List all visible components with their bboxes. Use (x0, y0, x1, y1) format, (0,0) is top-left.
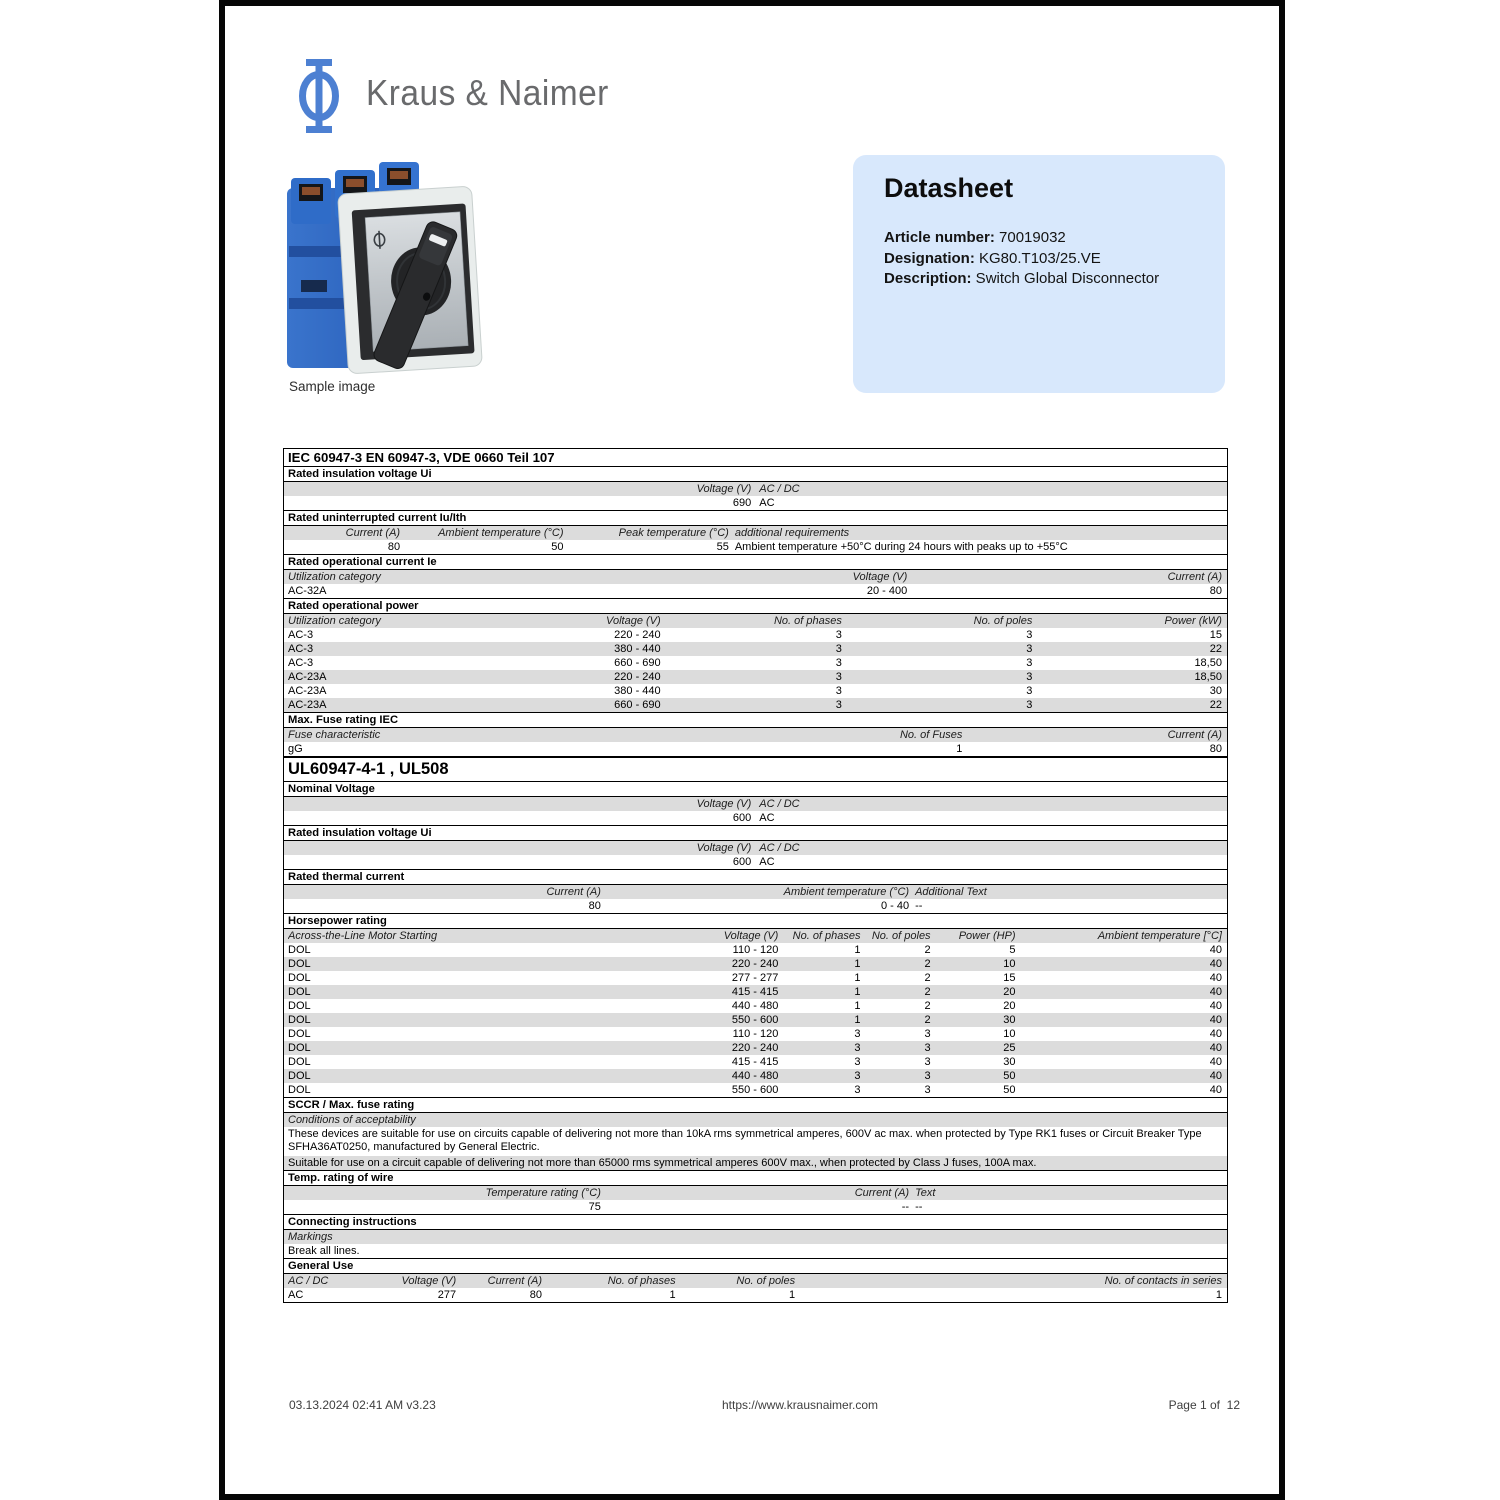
table-header-row (284, 929, 1227, 943)
cell: No. of phases (607, 1274, 676, 1287)
cell: Voltage (V) (696, 483, 752, 495)
cell: AC-23A (288, 685, 327, 697)
cell: 18,50 (1194, 671, 1222, 683)
datasheet-title: Datasheet (884, 173, 1014, 203)
table-heading: Rated uninterrupted current Iu/Ith (284, 510, 1227, 526)
cell: gG (288, 743, 303, 755)
cell: 30 (1003, 1014, 1016, 1026)
cell: 3 (924, 1042, 931, 1054)
cell: 3 (924, 1056, 931, 1068)
cell: 3 (835, 657, 842, 669)
cell: No. of phases (773, 615, 842, 627)
table-header-row (284, 1186, 1227, 1200)
cell: Ambient temperature (°C) (438, 527, 564, 539)
cell: 660 - 690 (614, 699, 661, 711)
table-row (284, 855, 1227, 869)
table-text-row: Suitable for use on a circuit capable of delivering not more than 65000 rms symmetrical amperes 600V max., when protected by Class J fuses, 100A max. (284, 1156, 1227, 1170)
cell: DOL (288, 958, 311, 970)
card-field: Article number: 70019032 (884, 229, 1066, 246)
table-row (284, 1200, 1227, 1214)
table-header-row (284, 482, 1227, 496)
cell: 2 (924, 972, 931, 984)
cell: DOL (288, 1084, 311, 1096)
cell: No. of poles (973, 615, 1033, 627)
card-field: Description: Switch Global Disconnector (884, 270, 1160, 287)
cell: AC (759, 856, 775, 868)
cell: 20 - 400 (866, 585, 908, 597)
table-header-row (284, 526, 1227, 540)
cell: AC (288, 1288, 304, 1301)
table-header-row (284, 797, 1227, 811)
table-row (284, 584, 1227, 598)
cell: 660 - 690 (614, 657, 661, 669)
cell: 3 (924, 1070, 931, 1082)
table-row (284, 742, 1227, 756)
cell: DOL (288, 1042, 311, 1054)
footer-date-version: 03.13.2024 02:41 AM v3.23 (289, 1398, 436, 1412)
cell: DOL (288, 944, 311, 956)
cell: 40 (1209, 958, 1222, 970)
cell: 3 (1026, 643, 1033, 655)
cell: AC / DC (759, 483, 800, 495)
table-section-title: UL60947-4-1 , UL508 (284, 756, 1227, 782)
cell: 80 (1209, 585, 1222, 597)
footer-url: https://www.krausnaimer.com (722, 1398, 879, 1412)
cell: 1 (854, 1000, 861, 1012)
table-row (284, 971, 1227, 985)
cell: AC / DC (288, 1274, 329, 1287)
table-text-row: Conditions of acceptability (284, 1113, 1227, 1127)
cell: 380 - 440 (614, 685, 661, 697)
cell: Voltage (V) (606, 615, 661, 627)
table-header-row (284, 614, 1227, 628)
cell: 40 (1209, 944, 1222, 956)
cell: 3 (1026, 671, 1033, 683)
cell: 220 - 240 (731, 1042, 779, 1054)
cell: Utilization category (288, 615, 381, 627)
table-row (284, 957, 1227, 971)
cell: 15 (1003, 972, 1016, 984)
table-row (284, 1027, 1227, 1041)
cell: 1 (854, 944, 861, 956)
cell: 440 - 480 (731, 1000, 779, 1012)
cell: 40 (1209, 1070, 1222, 1082)
table-header-row (284, 728, 1227, 742)
cell: 40 (1209, 972, 1222, 984)
cell: DOL (288, 1028, 311, 1040)
table-row (284, 642, 1227, 656)
cell: DOL (288, 1014, 311, 1026)
cell: Additional Text (915, 886, 987, 898)
cell: 0 - 40 (880, 900, 910, 912)
cell: 80 (387, 541, 401, 553)
cell: 1 (956, 743, 963, 755)
cell: 3 (835, 643, 842, 655)
sample-image-caption: Sample image (289, 379, 376, 394)
cell: Peak temperature (°C) (618, 527, 729, 539)
cell: 3 (1026, 657, 1033, 669)
cell: Voltage (V) (723, 930, 779, 942)
cell: 80 (1209, 743, 1222, 755)
cell: 3 (1026, 629, 1033, 641)
cell: 277 - 277 (731, 972, 779, 984)
cell: 1 (1215, 1288, 1222, 1301)
cell: 30 (1003, 1056, 1016, 1068)
cell: DOL (288, 972, 311, 984)
cell: 380 - 440 (614, 643, 661, 655)
table-row (284, 684, 1227, 698)
table-row (284, 628, 1227, 642)
cell: No. of Fuses (899, 729, 963, 741)
cell: 220 - 240 (614, 671, 661, 683)
cell: 550 - 600 (731, 1014, 779, 1026)
cell: 2 (924, 944, 931, 956)
cell: additional requirements (734, 527, 850, 539)
table-heading: Max. Fuse rating IEC (284, 712, 1227, 728)
cell: 550 - 600 (731, 1084, 779, 1096)
datasheet-card (853, 155, 1225, 393)
cell: 2 (924, 1014, 931, 1026)
cell: Temperature rating (°C) (485, 1186, 601, 1199)
cell: AC (759, 812, 775, 824)
cell: No. of poles (871, 930, 931, 942)
cell: 1 (854, 972, 861, 984)
table-row (284, 496, 1227, 510)
table-row (284, 670, 1227, 684)
cell: 440 - 480 (731, 1070, 779, 1082)
table-row (284, 1055, 1227, 1069)
cell: -- (915, 1200, 923, 1213)
cell: AC (759, 497, 775, 509)
brand-name: Kraus & Naimer (366, 72, 609, 113)
cell: 80 (529, 1288, 543, 1301)
cell: DOL (288, 1070, 311, 1082)
table-heading: General Use (284, 1258, 1227, 1274)
cell: 5 (1009, 944, 1016, 956)
table-row (284, 540, 1227, 554)
cell: Current (A) (546, 886, 601, 898)
cell: Current (A) (1167, 571, 1222, 583)
cell: 3 (835, 671, 842, 683)
table-row (284, 656, 1227, 670)
cell: AC-3 (288, 657, 314, 669)
cell: 22 (1209, 699, 1222, 711)
cell: 3 (924, 1028, 931, 1040)
cell: 50 (1003, 1084, 1016, 1096)
cell: Ambient temperature [°C] (1097, 930, 1222, 942)
cell: 3 (854, 1084, 861, 1096)
cell: 600 (732, 812, 752, 824)
cell: 55 (716, 541, 729, 553)
cell: 75 (588, 1200, 601, 1213)
cell: 3 (924, 1084, 931, 1096)
cell: 690 (732, 497, 752, 509)
cell: 415 - 415 (731, 1056, 779, 1068)
table-heading: Rated operational power (284, 598, 1227, 614)
cell: 1 (854, 986, 861, 998)
cell: Power (kW) (1164, 615, 1222, 627)
cell: AC / DC (759, 798, 800, 810)
cell: 1 (854, 1014, 861, 1026)
cell: Voltage (V) (696, 798, 752, 810)
table-row (284, 1083, 1227, 1097)
table-row (284, 1069, 1227, 1083)
table-header-row (284, 570, 1227, 584)
cell: AC-23A (288, 671, 327, 683)
footer-page-number: Page 1 of 12 (1168, 1398, 1240, 1412)
cell: 1 (789, 1288, 796, 1301)
cell: 3 (835, 629, 842, 641)
cell: Ambient temperature (°C) (783, 886, 910, 898)
cell: DOL (288, 1056, 311, 1068)
table-heading: Rated insulation voltage Ui (284, 467, 1227, 482)
cell: 3 (835, 699, 842, 711)
cell: 40 (1209, 1056, 1222, 1068)
cell: DOL (288, 1000, 311, 1012)
table-text-row: Markings (284, 1230, 1227, 1244)
table-header-row (284, 1274, 1227, 1288)
cell: Current (A) (345, 527, 401, 539)
table-header-row (284, 841, 1227, 855)
table-heading: SCCR / Max. fuse rating (284, 1097, 1227, 1113)
card-field: Designation: KG80.T103/25.VE (884, 249, 1101, 267)
cell: Utilization category (288, 571, 381, 583)
cell: 80 (588, 900, 601, 912)
table-section-title: IEC 60947-3 EN 60947-3, VDE 0660 Teil 107 (284, 449, 1227, 467)
cell: No. of poles (736, 1274, 796, 1287)
table-header-row (284, 885, 1227, 899)
cell: 20 (1003, 986, 1016, 998)
cell: 220 - 240 (614, 629, 661, 641)
table-row (284, 811, 1227, 825)
cell: 20 (1003, 1000, 1016, 1012)
cell: 220 - 240 (731, 958, 779, 970)
table-row (284, 899, 1227, 913)
cell: Voltage (V) (852, 571, 908, 583)
table-text-row: These devices are suitable for use on circuits capable of delivering not more than 10kA rms symmetrical amperes, 600V ac max. when protected by Type RK1 fuses or Circuit Breaker Type SFHA36AT0250, manufactured by General Electric. (284, 1127, 1227, 1156)
table-row (284, 999, 1227, 1013)
cell: 2 (924, 1000, 931, 1012)
cell: AC-23A (288, 699, 327, 711)
cell: AC-3 (288, 643, 314, 655)
cell: 3 (854, 1042, 861, 1054)
cell: 50 (551, 541, 564, 553)
cell: 40 (1209, 1014, 1222, 1026)
table-row (284, 1288, 1227, 1302)
cell: 415 - 415 (731, 986, 779, 998)
cell: 40 (1209, 1028, 1222, 1040)
spec-table (283, 448, 1228, 1303)
product-sample-image (285, 160, 590, 380)
cell: 3 (854, 1056, 861, 1068)
cell: Voltage (V) (401, 1274, 457, 1287)
cell: DOL (288, 986, 311, 998)
cell: No. of phases (792, 930, 861, 942)
cell: Ambient temperature +50°C during 24 hours with peaks up to +55°C (734, 541, 1068, 553)
cell: 3 (1026, 685, 1033, 697)
cell: 1 (669, 1288, 676, 1301)
cell: 10 (1003, 958, 1016, 970)
cell: 600 (732, 856, 752, 868)
table-heading: Temp. rating of wire (284, 1170, 1227, 1186)
table-heading: Nominal Voltage (284, 782, 1227, 797)
cell: 2 (924, 986, 931, 998)
cell: 15 (1209, 629, 1222, 641)
table-row (284, 943, 1227, 957)
table-text-row: Break all lines. (284, 1244, 1227, 1258)
cell: 110 - 120 (732, 944, 779, 956)
table-row (284, 1013, 1227, 1027)
cell: 50 (1003, 1070, 1016, 1082)
cell: Power (HP) (958, 930, 1016, 942)
cell: 10 (1003, 1028, 1016, 1040)
cell: 30 (1209, 685, 1222, 697)
datasheet-fields (884, 228, 1159, 290)
cell: 40 (1209, 1000, 1222, 1012)
cell: 3 (835, 685, 842, 697)
cell: 40 (1209, 1042, 1222, 1054)
table-heading: Rated thermal current (284, 869, 1227, 885)
cell: AC-32A (288, 585, 327, 597)
table-row (284, 1041, 1227, 1055)
table-heading: Horsepower rating (284, 913, 1227, 929)
cell: 3 (854, 1070, 861, 1082)
kraus-naimer-phi-logo-icon (291, 56, 347, 136)
cell: 110 - 120 (732, 1028, 779, 1040)
table-heading: Connecting instructions (284, 1214, 1227, 1230)
cell: Fuse characteristic (288, 729, 381, 741)
table-heading: Rated operational current Ie (284, 554, 1227, 570)
cell: Current (A) (487, 1274, 543, 1287)
cell: AC-3 (288, 629, 314, 641)
cell: 25 (1003, 1042, 1016, 1054)
cell: 2 (924, 958, 931, 970)
cell: -- (901, 1200, 910, 1213)
table-row (284, 698, 1227, 712)
cell: 22 (1209, 643, 1222, 655)
table-row (284, 985, 1227, 999)
cell: 1 (854, 958, 861, 970)
cell: Current (A) (1167, 729, 1222, 741)
cell: No. of contacts in series (1104, 1274, 1222, 1287)
cell: 40 (1209, 1084, 1222, 1096)
cell: Voltage (V) (696, 842, 752, 854)
cell: -- (915, 900, 923, 912)
cell: 40 (1209, 986, 1222, 998)
cell: 3 (854, 1028, 861, 1040)
cell: Current (A) (854, 1186, 910, 1199)
cell: Text (915, 1186, 936, 1199)
cell: Across-the-Line Motor Starting (288, 930, 438, 942)
cell: 277 (437, 1288, 457, 1301)
cell: AC / DC (759, 842, 800, 854)
cell: 18,50 (1194, 657, 1222, 669)
cell: 3 (1026, 699, 1033, 711)
table-heading: Rated insulation voltage Ui (284, 825, 1227, 841)
